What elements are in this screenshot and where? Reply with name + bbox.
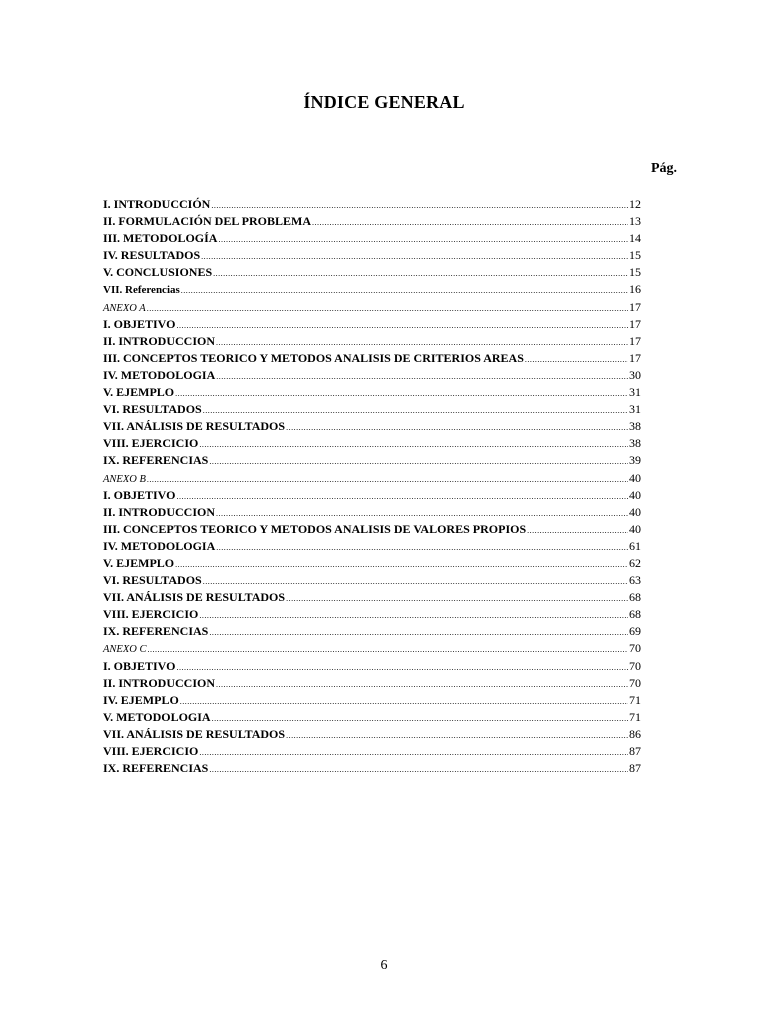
toc-dot-leader [209,761,628,778]
toc-entry-page: 70 [629,675,641,690]
toc-entry-label: III. METODOLOGÍA [103,231,218,246]
toc-entry-label: VI. RESULTADOS [103,573,202,588]
toc-entry-page: 61 [629,538,641,553]
toc-dot-leader [286,590,628,607]
toc-entry-page: 87 [629,761,641,776]
toc-entry-page: 13 [629,214,641,229]
toc-dot-leader [211,197,628,214]
toc-entry-page: 40 [629,504,641,519]
toc-dot-leader [213,265,628,282]
toc-entry-label: VIII. EJERCICIO [103,744,199,758]
toc-entry-page: 17 [629,316,641,331]
toc-entry-label: II. INTRODUCCION [103,675,216,690]
toc-entry-page: 62 [629,555,641,570]
toc-entry[interactable] [103,367,641,384]
toc-entry-label: VI. RESULTADOS [103,402,202,417]
toc-entry-page: 17 [629,333,641,348]
toc-entry[interactable] [103,384,641,401]
toc-entry-page: 71 [629,709,641,724]
toc-entry-label: V. CONCLUSIONES [103,265,213,280]
page-number: 6 [380,958,388,973]
toc-entry-label: VIII. EJERCICIO [103,436,199,451]
toc-entry-page: 71 [629,692,641,707]
toc-dot-leader [199,607,628,624]
toc-entry-page: 40 [629,521,641,536]
toc-entry-label: IX. REFERENCIAS [103,761,209,776]
toc-entry-page: 17 [629,350,641,365]
toc-dot-leader [175,385,628,402]
toc-dot-leader [203,573,628,590]
toc-dot-leader [176,659,628,676]
toc-entry-label: VII. ANÁLISIS DE RESULTADOS [103,590,286,605]
toc-entry[interactable] [103,606,641,623]
toc-entry-label: II. INTRODUCCION [103,504,216,519]
toc-entry-page: 40 [629,470,641,485]
toc-entry[interactable] [103,675,641,692]
toc-entry[interactable] [103,760,641,777]
toc-entry-label: V. METODOLOGIA [103,709,211,724]
toc-entry-page: 14 [629,231,641,246]
toc-entry[interactable] [103,230,641,247]
toc-annex-heading[interactable] [103,470,641,487]
toc-entry-label: II. FORMULACIÓN DEL PROBLEMA [103,214,312,229]
toc-entry-label: V. EJEMPLO [103,385,175,400]
toc-entry-label: ANEXO B [103,473,146,485]
toc-dot-leader [199,436,628,453]
toc-entry[interactable] [103,692,641,709]
toc-entry-page: 15 [629,265,641,280]
toc-entry-label: III. CONCEPTOS TEORICO Y METODOS ANALISIS DE CRITERIOS AREAS [103,350,524,365]
toc-entry-label: IX. REFERENCIAS [103,624,209,639]
toc-entry-page: 39 [629,453,641,468]
toc-entry[interactable] [103,316,641,333]
toc-dot-leader [180,693,628,710]
toc-entry-page: 31 [629,402,641,417]
toc-entry[interactable] [103,435,641,452]
toc-entry-label: IV. RESULTADOS [103,248,201,263]
toc-dot-leader [147,641,628,658]
toc-entry-page: 63 [629,573,641,588]
toc-entry-page: 38 [629,436,641,451]
toc-entry[interactable] [103,487,641,504]
toc-entry-page: 70 [629,658,641,673]
toc-entry[interactable] [103,264,641,281]
toc-dot-leader [216,334,628,351]
toc-dot-leader [181,282,628,299]
toc-dot-leader [209,453,628,470]
toc-entry-page: 70 [629,641,641,656]
toc-entry-label: VII. Referencias [103,284,180,297]
toc-dot-leader [199,744,628,761]
page-column-label: Pág. [650,161,677,176]
toc-dot-leader [212,710,628,727]
toc-entry-label: IX. REFERENCIAS [103,453,209,468]
toc-entry-label: II. INTRODUCCION [103,333,216,348]
toc-entry[interactable] [103,504,641,521]
toc-entry-label: III. CONCEPTOS TEORICO Y METODOS ANALISIS DE VALORES PROPIOS [103,521,527,536]
toc-entry-page: 87 [629,744,641,758]
toc-entry-label: VII. ANÁLISIS DE RESULTADOS [103,419,286,434]
toc-entry-page: 12 [629,197,641,211]
toc-entry[interactable] [103,555,641,572]
toc-entry-label: IV. METODOLOGIA [103,538,216,553]
toc-dot-leader [209,624,628,641]
toc-entry[interactable] [103,709,641,726]
toc-entry-label: VII. ANÁLISIS DE RESULTADOS [103,726,286,741]
toc-dot-leader [312,214,628,231]
toc-entry-page: 17 [629,299,641,314]
toc-entry[interactable] [103,401,641,418]
toc-entry[interactable] [103,658,641,675]
toc-entry-page: 86 [629,726,641,741]
toc-entry-label: I. INTRODUCCIÓN [103,197,211,211]
toc-dot-leader [216,368,628,385]
toc-entry[interactable] [103,350,641,367]
toc-entry[interactable] [103,452,641,469]
toc-entry[interactable] [103,247,641,264]
toc-entry[interactable] [103,726,641,743]
toc-entry[interactable] [103,213,641,230]
toc-dot-leader [525,351,628,368]
toc-entry-label: I. OBJETIVO [103,316,176,331]
toc-entry-label: IV. METODOLOGIA [103,367,216,382]
toc-entry-label: I. OBJETIVO [103,658,176,673]
toc-entry-label: V. EJEMPLO [103,555,175,570]
toc-annex-heading[interactable] [103,640,641,657]
toc-dot-leader [147,300,628,317]
toc-dot-leader [216,539,628,556]
toc-dot-leader [203,402,628,419]
toc-dot-leader [216,505,628,522]
toc-entry-page: 69 [629,624,641,639]
toc-entry[interactable] [103,623,641,640]
toc-dot-leader [286,419,628,436]
toc-entry-label: ANEXO A [103,302,146,314]
toc-entry-label: I. OBJETIVO [103,487,176,502]
toc-entry[interactable] [103,281,641,298]
toc-entry[interactable] [103,589,641,606]
toc-entry-label: IV. EJEMPLO [103,692,179,707]
toc-entry-page: 40 [629,487,641,502]
toc-entry-page: 68 [629,590,641,605]
toc-entry-page: 68 [629,607,641,622]
toc-entry-page: 16 [629,282,641,297]
toc-entry[interactable] [103,418,641,435]
toc-entry-page: 30 [629,367,641,382]
toc-dot-leader [527,522,628,539]
toc-dot-leader [176,317,628,334]
toc-dot-leader [176,488,628,505]
toc-entry-label: VIII. EJERCICIO [103,607,199,622]
toc-dot-leader [201,248,628,265]
toc-entry-label: ANEXO C [103,644,147,656]
toc-annex-heading[interactable] [103,299,641,316]
toc-entry-page: 15 [629,248,641,263]
table-of-contents [103,196,641,777]
page-title: ÍNDICE GENERAL [303,92,465,112]
toc-entry[interactable] [103,572,641,589]
toc-entry-page: 38 [629,419,641,434]
toc-entry[interactable] [103,538,641,555]
toc-dot-leader [218,231,628,248]
toc-entry[interactable] [103,521,641,538]
toc-entry[interactable] [103,196,641,213]
toc-entry-page: 31 [629,385,641,400]
toc-entry[interactable] [103,333,641,350]
toc-dot-leader [147,471,628,488]
toc-entry[interactable] [103,743,641,760]
toc-dot-leader [175,556,628,573]
toc-dot-leader [286,727,628,744]
toc-dot-leader [216,676,628,693]
